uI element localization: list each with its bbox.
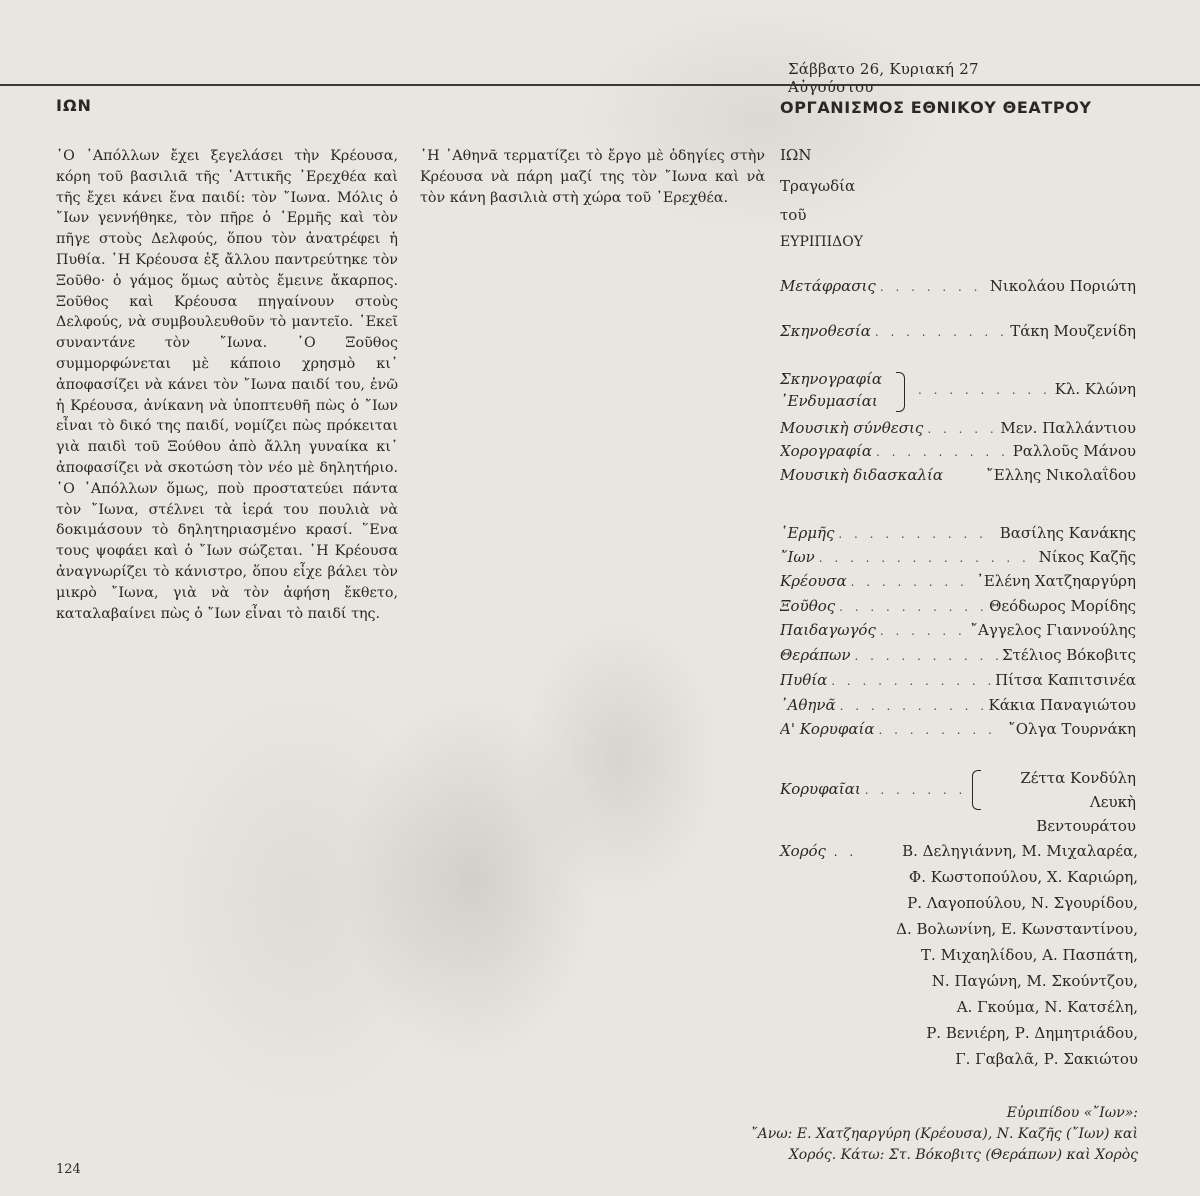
cast-role: Α' Κορυφαία [780, 720, 875, 738]
leader-dots [875, 325, 1006, 339]
cast-row [780, 548, 1136, 570]
author-of: τοῦ [780, 206, 807, 224]
leader-dots [819, 551, 1035, 565]
chorus-role-label: Χορός [780, 842, 826, 860]
chorus-role: Χορός . . [780, 842, 858, 860]
cast-role: Ξοῦθος [780, 597, 836, 615]
leader-dots [927, 422, 996, 436]
leaders-role-row [780, 780, 970, 802]
cast-role: Κρέουσα [780, 572, 847, 590]
cast-row [780, 524, 1136, 546]
organization-title: ΟΡΓΑΝΙΣΜΟΣ ΕΘΝΙΚΟΥ ΘΕΑΤΡΟΥ [780, 98, 1092, 117]
leader-dots [839, 600, 985, 614]
leader-dots [831, 674, 991, 688]
cast-name: Νίκος Καζῆς [1038, 548, 1136, 566]
leader-dots [840, 699, 985, 713]
leader-name-2: Λευκὴ Βεντουράτου [1036, 793, 1136, 835]
synopsis-column-1 [56, 146, 398, 624]
credit-design-name-row [914, 380, 1136, 402]
cast-role: ῾Ερμῆς [780, 524, 835, 542]
credit-translation [780, 277, 1136, 299]
cast-name: Κάκια Παναγιώτου [988, 696, 1136, 714]
cast-name: ᾿Ελένη Χατζηαργύρη [976, 572, 1136, 590]
cast-name: ῎Αγγελος Γιαννούλης [970, 621, 1136, 639]
chorus-line-5: Τ. Μιχαηλίδου, Α. Πασπάτη, [921, 946, 1138, 964]
leader-dots [876, 445, 1009, 459]
chorus-line-7: Α. Γκούμα, Ν. Κατσέλη, [956, 998, 1138, 1016]
cast-role: ᾿Αθηνᾶ [780, 696, 836, 714]
header-date: Σάββατο 26, Κυριακή 27 Αὐγούστου [788, 60, 979, 96]
cast-name: Θεόδωρος Μορίδης [989, 597, 1136, 615]
leaders-group [780, 766, 1136, 835]
leader-dots [880, 624, 967, 638]
brace-icon [972, 770, 981, 810]
credit-name: Μεν. Παλλάντιου [1000, 419, 1136, 437]
leader-dots [838, 527, 995, 541]
cast-role: ῎Ιων [780, 548, 815, 566]
chorus-line-3: Ρ. Λαγοπούλου, Ν. Σγουρίδου, [907, 894, 1138, 912]
credit-role-scenery: Σκηνογραφία [780, 370, 883, 388]
caption-line-1: Εὐριπίδου «῎Ιων»: [1006, 1105, 1138, 1121]
leader-dots [879, 723, 1005, 737]
cast-name: Πίτσα Καπιτσινέα [995, 671, 1136, 689]
credit-role: Χορογραφία [780, 442, 872, 460]
cast-row [780, 671, 1136, 693]
cast-name: ῎Ολγα Τουρνάκη [1008, 720, 1136, 738]
leader-dots [865, 783, 966, 797]
caption-line-2: ῎Ανω: Ε. Χατζηαργύρη (Κρέουσα), Ν. Καζῆς (῎Ιων) καὶ [750, 1126, 1138, 1142]
cast-role: Παιδαγωγός [780, 621, 876, 639]
leader-dots [851, 575, 973, 589]
cast-row [780, 621, 1136, 643]
cast-name: Στέλιος Βόκοβιτς [1002, 646, 1136, 664]
top-rule [0, 84, 1200, 86]
chorus-line-1: Β. Δεληγιάννη, Μ. Μιχαλαρέα, [902, 842, 1138, 860]
cast-row [780, 720, 1136, 742]
cast-row [780, 696, 1136, 718]
cast-row [780, 646, 1136, 668]
cast-row [780, 572, 1136, 594]
credit-role-costumes: ᾿Ενδυμασίαι [780, 392, 878, 410]
credit-role: Μουσικὴ διδασκαλία [780, 466, 944, 484]
leader-name-1: Ζέττα Κονδύλη [1020, 769, 1136, 787]
play-title: ΙΩΝ [56, 96, 92, 115]
chorus-line-9: Γ. Γαβαλᾶ, Ρ. Σακιώτου [955, 1050, 1138, 1068]
synopsis-paragraph-2: ῾Η ᾿Αθηνᾶ τερματίζει τὸ ἔργο μὲ ὁδηγίες στὴν Κρέουσα νὰ πάρη μαζί της τὸν ῎Ιωνα καὶ νὰ τὸν κάνη βασιλιὰ στὴ χώρα τοῦ ᾿Ερεχθέα. [420, 148, 765, 206]
credit-direction [780, 322, 1136, 344]
credit-name: Ραλλοῦς Μάνου [1012, 442, 1136, 460]
credit-design-group [780, 370, 1136, 416]
photo-caption [700, 1103, 1138, 1166]
chorus-line-8: Ρ. Βενιέρη, Ρ. Δημητριάδου, [926, 1024, 1138, 1042]
credit-name: Τάκη Μουζενίδη [1010, 322, 1136, 340]
credit-name: ῎Ελλης Νικολαΐδου [986, 466, 1136, 484]
author-name: ΕΥΡΙΠΙΔΟΥ [780, 234, 863, 250]
credit-name: Νικολάου Ποριώτη [989, 277, 1136, 295]
cast-row [780, 597, 1136, 619]
credit-music [780, 419, 1136, 441]
brace-icon [896, 372, 905, 412]
chorus-line-4: Δ. Βολωνίνη, Ε. Κωνσταντίνου, [896, 920, 1138, 938]
synopsis-paragraph-1: ῾Ο ᾿Απόλλων ἔχει ξεγελάσει τὴν Κρέουσα, κόρη τοῦ βασιλιᾶ τῆς ᾿Αττικῆς ᾿Ερεχθέα καὶ τῆς ἔχει κάνει ἕνα παιδί: τὸν ῎Ιωνα. Μόλις ὁ ῎Ιων γεννήθηκε, τὸν πῆρε ὁ ῾Ερμῆς καὶ τὸν πῆγε στοὺς Δελφούς, ὅπου τὸν ἀνατρέφει ἡ Πυθία. ῾Η Κρέουσα ἐξ ἄλλου παντρεύτηκε τὸν Ξοῦθο· ὁ γάμος ὅμως αὐτὸς ἔμεινε ἄκαρπος. Ξοῦθος καὶ Κρέουσα πηγαίνουν στοὺς Δελφούς, νὰ συμβουλευθοῦν τὸ μαντεῖο. ᾿Εκεῖ συναντάνε τὸν ῎Ιωνα. ῾Ο Ξοῦθος συμμορφώνεται μὲ κάποιο χρησμὸ κι᾿ ἀποφασίζει νὰ κάνει τὸν ῎Ιωνα παιδί του, ἐνῶ ἡ Κρέουσα, ἀνίκανη νὰ ὑποπτευθῆ πὼς ὁ ῎Ιων εἶναι τὸ δικό της παιδί, νομίζει πὼς πρόκειται γιὰ παιδὶ τοῦ Ξούθου ἀπὸ ἄλλη γυναίκα κι᾿ ἀποφασίζει νὰ σκοτώση τὸν νέο μὲ δηλητήριο. ῾Ο ᾿Απόλλων ὅμως, ποὺ προστατεύει πάντα τὸν ῎Ιωνα, στέλνει τὰ ἱερά του πουλιὰ νὰ δοκιμάσουν τὸ δηλητηριασμένο κρασί. ῞Ενα τους ψοφάει καὶ ὁ ῎Ιων σώζεται. ῾Η Κρέουσα ἀναγνωρίζει τὸ κάνιστρο, ὅπου εἶχε βάλει τὸν μικρὸ ῎Ιωνα, γιὰ νὰ τὸν ἀφήση ἔκθετο, καταλαβαίνει πὼς ὁ ῎Ιων εἶναι τὸ παιδί της. [56, 148, 398, 622]
credit-choreography [780, 442, 1136, 464]
chorus-line-6: Ν. Παγώνη, Μ. Σκούντζου, [931, 972, 1138, 990]
credit-name: Κλ. Κλώνη [1054, 380, 1136, 398]
synopsis-column-2 [420, 146, 765, 208]
leaders-role: Κορυφαῖαι [780, 780, 861, 798]
leader-dots [880, 280, 986, 294]
page-number: 124 [56, 1162, 81, 1177]
cast-role: Θεράπων [780, 646, 851, 664]
leader-dots [918, 383, 1051, 397]
credit-music-teaching [780, 466, 1136, 488]
cast-role: Πυθία [780, 671, 828, 689]
credit-role: Σκηνοθεσία [780, 322, 871, 340]
genre: Τραγωδία [780, 177, 856, 195]
leaders-names [986, 766, 1136, 838]
credit-role: Μετάφρασις [780, 277, 876, 295]
credit-role: Μουσικὴ σύνθεσις [780, 419, 924, 437]
caption-line-3: Χορός. Κάτω: Στ. Βόκοβιτς (Θεράπων) καὶ Χορὸς [788, 1147, 1138, 1163]
play-name: ΙΩΝ [780, 146, 812, 164]
cast-name: Βασίλης Κανάκης [999, 524, 1136, 542]
chorus-line-2: Φ. Κωστοπούλου, Χ. Καριώρη, [908, 868, 1138, 886]
leader-dots [855, 649, 999, 663]
